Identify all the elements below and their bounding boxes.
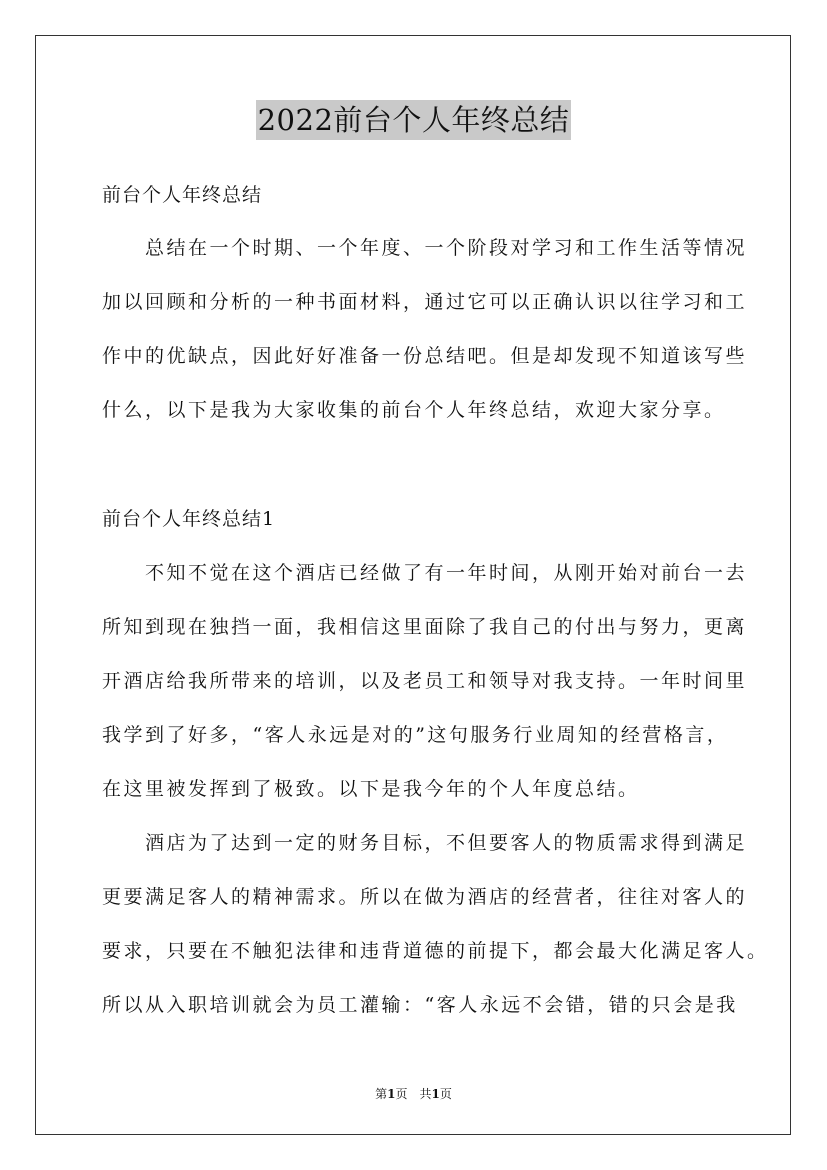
footer-suffix: 页 bbox=[439, 1087, 452, 1101]
footer-prefix: 第 bbox=[375, 1087, 388, 1101]
paragraph-line: 所以从入职培训就会为员工灌输：“客人永远不会错，错的只会是我 bbox=[102, 994, 738, 1016]
section-heading: 前台个人年终总结 bbox=[102, 184, 263, 206]
paragraph-line: 在这里被发挥到了极致。以下是我今年的个人年度总结。 bbox=[102, 778, 640, 800]
title-container bbox=[0, 100, 827, 140]
paragraph-line: 要求，只要在不触犯法律和违背道德的前提下，都会最大化满足客人。 bbox=[102, 940, 769, 962]
footer-middle: 页 共 bbox=[395, 1087, 432, 1101]
paragraph-line: 更要满足客人的精神需求。所以在做为酒店的经营者，往往对客人的 bbox=[102, 886, 748, 908]
paragraph-line: 作中的优缺点，因此好好准备一份总结吧。但是却发现不知道该写些 bbox=[102, 345, 748, 367]
section-heading: 前台个人年终总结1 bbox=[102, 508, 276, 530]
document-title: 2022前台个人年终总结 bbox=[256, 100, 572, 140]
paragraph-line: 所知到现在独挡一面，我相信这里面除了我自己的付出与努力，更离 bbox=[102, 616, 748, 638]
footer-page-number: 1 bbox=[387, 1087, 396, 1101]
paragraph-line: 酒店为了达到一定的财务目标，不但要客人的物质需求得到满足 bbox=[145, 832, 748, 854]
paragraph-line: 我学到了好多，“客人永远是对的”这句服务行业周知的经营格言， bbox=[102, 724, 729, 746]
paragraph-line: 开酒店给我所带来的培训，以及老员工和领导对我支持。一年时间里 bbox=[102, 670, 748, 692]
paragraph-line: 什么，以下是我为大家收集的前台个人年终总结，欢迎大家分享。 bbox=[102, 399, 726, 421]
paragraph-line: 加以回顾和分析的一种书面材料，通过它可以正确认识以往学习和工 bbox=[102, 291, 748, 313]
page-footer bbox=[0, 1086, 827, 1102]
footer-total-pages: 1 bbox=[431, 1087, 440, 1101]
paragraph-line: 不知不觉在这个酒店已经做了有一年时间，从刚开始对前台一去 bbox=[145, 562, 748, 584]
paragraph-line: 总结在一个时期、一个年度、一个阶段对学习和工作生活等情况 bbox=[145, 237, 748, 259]
